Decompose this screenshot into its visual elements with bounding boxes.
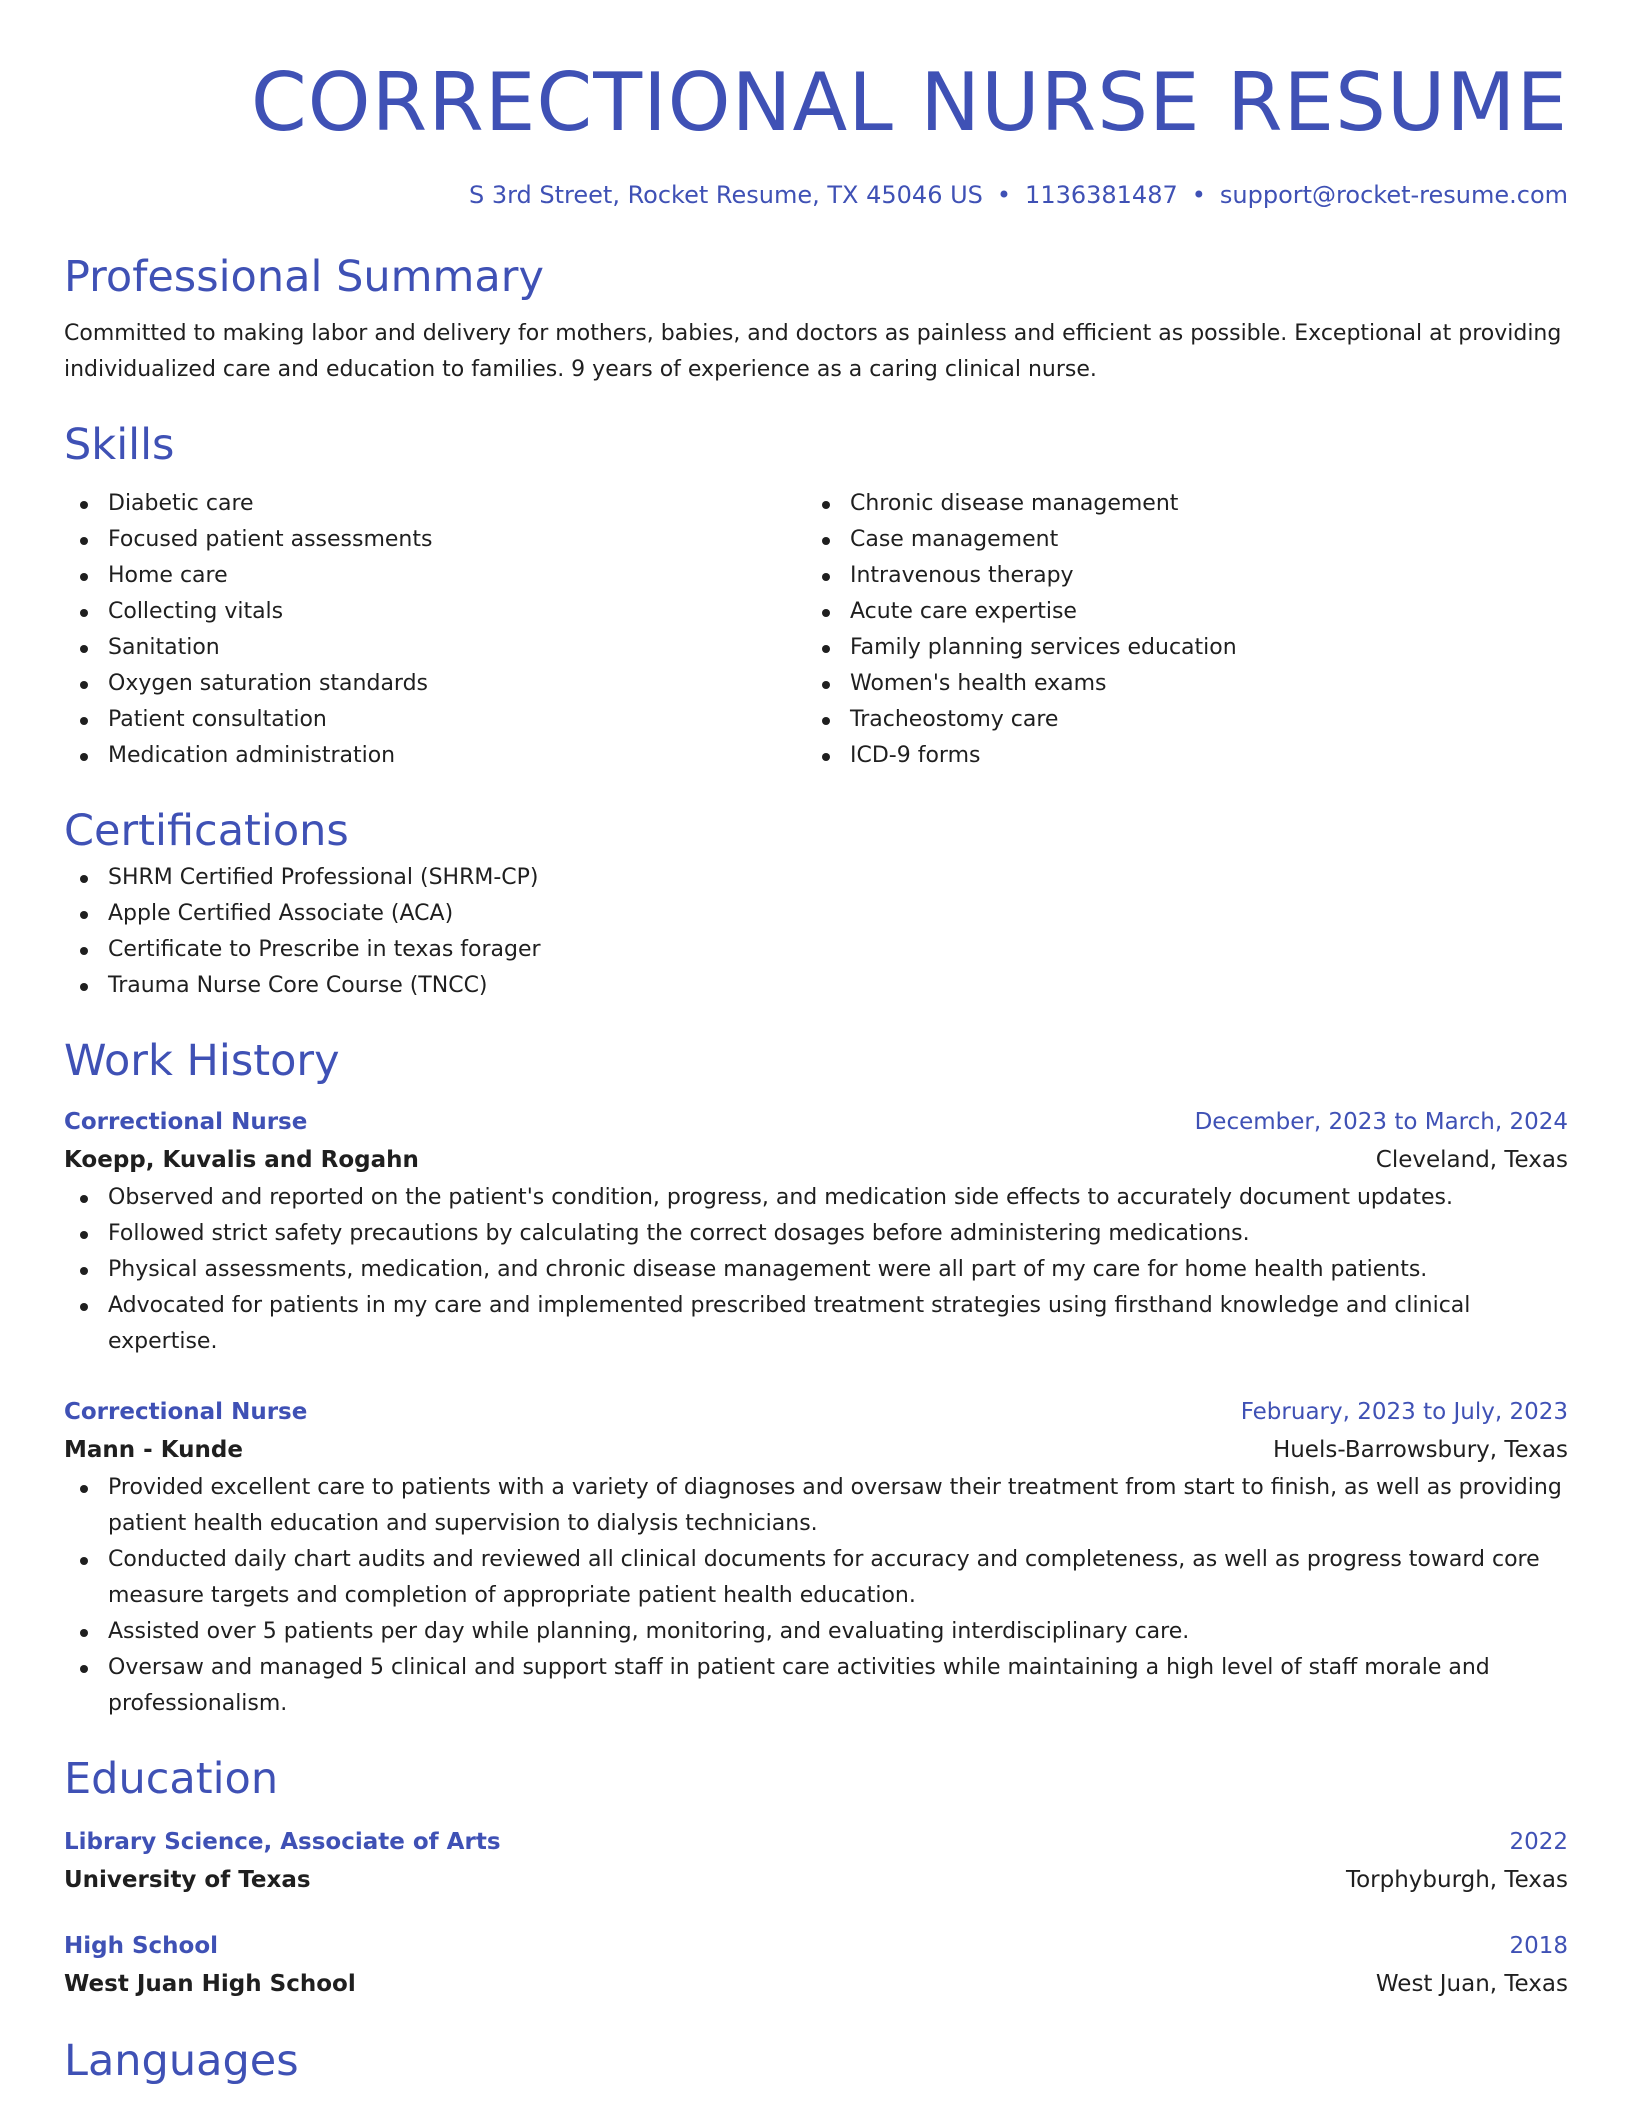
job-dates: February, 2023 to July, 2023 [1240, 1399, 1568, 1425]
job-entry [64, 1104, 1568, 1360]
education-entry [64, 1928, 1568, 2004]
education-section [64, 1750, 1568, 2004]
work-history-heading: Work History [64, 1036, 340, 1086]
job-title: Correctional Nurse [64, 1399, 308, 1425]
certifications-section [64, 802, 1568, 1004]
job-location: Huels-Barrowsbury, Texas [1272, 1437, 1568, 1463]
summary-heading: Professional Summary [64, 252, 544, 302]
job-duty: Observed and reported on the patient's condition, progress, and medication side effects to accurately document updates. [64, 1180, 1568, 1216]
skills-grid [64, 486, 1568, 774]
skill-item: Focused patient assessments [64, 522, 806, 558]
skills-heading: Skills [64, 420, 175, 470]
work-history-section [64, 1032, 1568, 1722]
job-duty: Oversaw and managed 5 clinical and support staff in patient care activities while maintaining a high level of staff morale and professionalism. [64, 1650, 1568, 1722]
contact-phone: 1136381487 [1025, 181, 1178, 209]
skills-section [64, 416, 1568, 774]
skill-item: Women's health exams [806, 666, 1548, 702]
skill-item: Case management [806, 522, 1548, 558]
skill-item: Home care [64, 558, 806, 594]
skill-item: Family planning services education [806, 630, 1548, 666]
certifications-list [64, 860, 1568, 1004]
job-title: Correctional Nurse [64, 1109, 308, 1135]
skills-list-right [806, 486, 1548, 774]
job-entry [64, 1394, 1568, 1722]
certifications-heading: Certifications [64, 806, 349, 856]
contact-email: support@rocket-resume.com [1219, 181, 1568, 209]
job-duty: Advocated for patients in my care and implemented prescribed treatment strategies using firsthand knowledge and clinical expertise. [64, 1288, 1568, 1360]
contact-line [64, 178, 1568, 212]
job-duties-list [64, 1470, 1568, 1722]
job-dates: December, 2023 to March, 2024 [1194, 1109, 1568, 1135]
skill-item: ICD-9 forms [806, 738, 1548, 774]
skill-item: Acute care expertise [806, 594, 1548, 630]
summary-text: Committed to making labor and delivery for mothers, babies, and doctors as painless and efficient as possible. Exceptional at providing individualized care and education to families. 9 years of experience as a caring clinical nurse. [64, 321, 1562, 382]
certification-item: Trauma Nurse Core Course (TNCC) [64, 968, 1568, 1004]
job-duty: Assisted over 5 patients per day while planning, monitoring, and evaluating interdisciplinary care. [64, 1614, 1568, 1650]
skill-item: Collecting vitals [64, 594, 806, 630]
certification-item: SHRM Certified Professional (SHRM-CP) [64, 860, 1568, 896]
skill-item: Diabetic care [64, 486, 806, 522]
summary-section [64, 248, 1568, 388]
skill-item: Chronic disease management [806, 486, 1548, 522]
skills-list-left [64, 486, 806, 774]
job-duty: Physical assessments, medication, and chronic disease management were all part of my care for home health patients. [64, 1252, 1568, 1288]
education-school: West Juan High School [64, 1971, 356, 1997]
skill-item: Patient consultation [64, 702, 806, 738]
languages-heading: Languages [64, 2036, 299, 2086]
education-year: 2018 [1509, 1933, 1568, 1959]
skill-item: Medication administration [64, 738, 806, 774]
skill-item: Intravenous therapy [806, 558, 1548, 594]
contact-separator: • [1191, 181, 1206, 209]
education-degree: Library Science, Associate of Arts [64, 1829, 501, 1855]
languages-section [64, 2032, 1568, 2090]
education-year: 2022 [1509, 1829, 1568, 1855]
skill-item: Sanitation [64, 630, 806, 666]
certification-item: Apple Certified Associate (ACA) [64, 896, 1568, 932]
resume-title: CORRECTIONAL NURSE RESUME [250, 56, 1568, 149]
job-location: Cleveland, Texas [1375, 1147, 1568, 1173]
job-employer: Koepp, Kuvalis and Rogahn [64, 1147, 419, 1173]
certification-item: Certificate to Prescribe in texas forager [64, 932, 1568, 968]
job-employer: Mann - Kunde [64, 1437, 243, 1463]
contact-separator: • [996, 181, 1012, 209]
job-duty: Conducted daily chart audits and reviewed all clinical documents for accuracy and completeness, as well as progress toward core measure targets and completion of appropriate patient health education. [64, 1542, 1568, 1614]
education-entry [64, 1824, 1568, 1900]
job-duty: Provided excellent care to patients with a variety of diagnoses and oversaw their treatment from start to finish, as well as providing patient health education and supervision to dialysis technicians. [64, 1470, 1568, 1542]
education-location: West Juan, Texas [1375, 1971, 1568, 1997]
education-degree: High School [64, 1933, 219, 1959]
education-school: University of Texas [64, 1867, 311, 1893]
education-location: Torphyburgh, Texas [1345, 1867, 1568, 1893]
job-duty: Followed strict safety precautions by calculating the correct dosages before administering medications. [64, 1216, 1568, 1252]
job-duties-list [64, 1180, 1568, 1360]
skill-item: Tracheostomy care [806, 702, 1548, 738]
education-heading: Education [64, 1754, 279, 1804]
skill-item: Oxygen saturation standards [64, 666, 806, 702]
contact-address: S 3rd Street, Rocket Resume, TX 45046 US [468, 181, 983, 209]
